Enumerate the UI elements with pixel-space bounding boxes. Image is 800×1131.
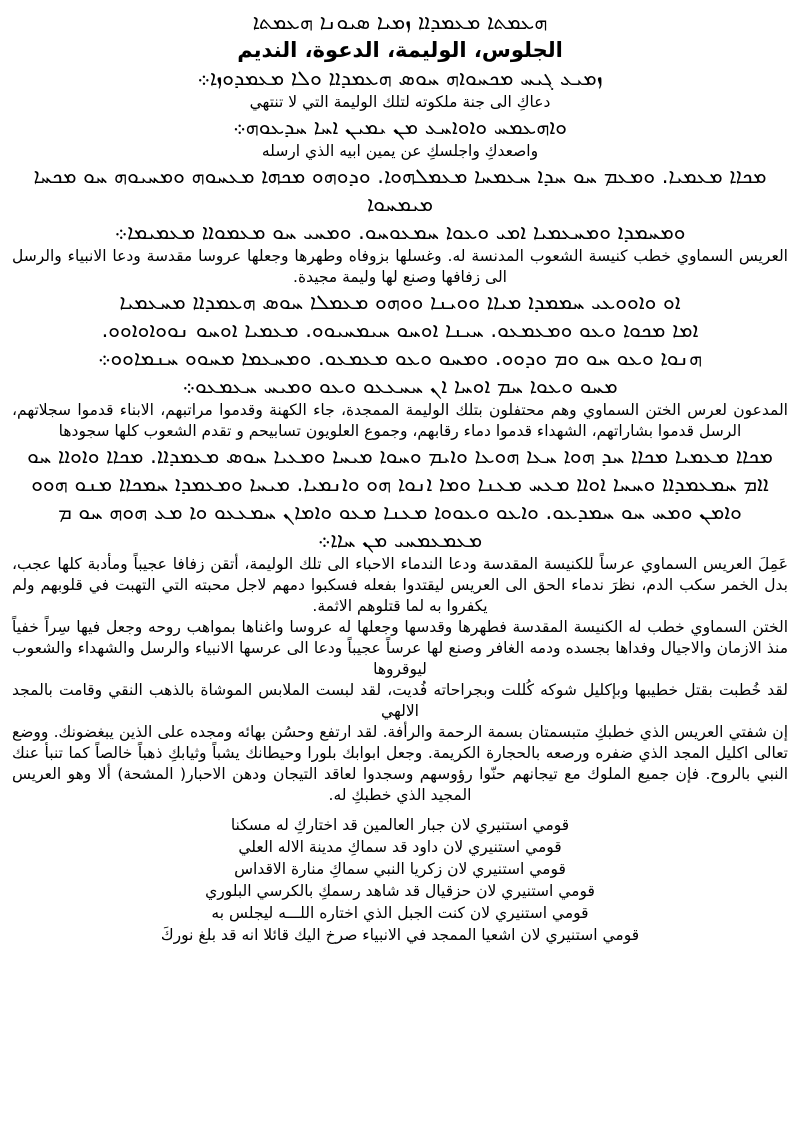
block3-syriac-line: ܘܐܡܢ ܘܡܚ ܚܘ ܚܡܕܥܘ. ܘܐܥܘ ܘܥܘܘܐ ܡܥܢܐ ܡܥܘ ܘܐܡܐܢ ܚܡܥܥܘ ܘܐ ܡܥ ܗܘܗ ܚܘ ܡ xyxy=(58,500,742,524)
block2-syriac-line: ܐܡܐ ܡܟܘܐ ܘܥܘ ܘܡܥܡܥܘ. ܚܝܢܐ ܐܘܚܘ ܚܝܡܚܝܘܘ. ܡܥܡܝܐ ܐܘܚܘ ܢܘܘܐܘܐܘܘ. xyxy=(101,318,699,342)
block3-syriac-line: ܡܥܡܥܡܚܝ ܡܢ ܚܐܐ܀ xyxy=(317,528,483,552)
intro-arabic-line: دعاكِ الى جنة ملكوته لتلك الوليمة التي لا تنتهي xyxy=(249,93,551,111)
block2-syriac-line: ܡܚܘ ܘܥܘܐ ܚܡ ܐܘܚܐ ܐܢ ܚܚܥܥܘ ܘܥܘ ܘܡܝܚ ܚܥܡܥܘ܀ xyxy=(182,374,618,398)
block3-arabic-paragraph: إن شفتي العريس الذي خطبكِ متبسمتان بسمة الرحمة والرأفة. لقد ارتفع وحسُن بهائه ومجده على الذين يبغضونك. ووضع تعالى اكليل المجد الذي ضفره ورصعه بالحجارة الكريمة. وجعل ابوابك بلورا وحيطانك يشباً وثيابكِ ذهباً خالصاً كما تنبأ عنك النبي بالروح. فإن جميع الملوك مع تيجانهم حنّوا رؤوسهم وسجدوا لعاقد التيجان ودهن الاحبار( المشحة) ألا وهو العريس المجيد الذي خطبكِ له. xyxy=(12,723,788,804)
block3-arabic-paragraph: الختن السماوي خطب له الكنيسة المقدسة فطهرها وقدسها وجعلها له عروسا واغناها بمواهب روحه وجعل فيها سِراً خفياً منذ الازمان والاجيال وفداها بجسده ودمه الغافر وصنع لها عرساً عجيباً ودعا الى عرسها الانبياء والرسل والشهداء والشعوب ليوقروها xyxy=(12,618,788,678)
poem-line: قومي استنيري لان جبار العالمين قد اختاركِ له مسكنا xyxy=(230,816,570,834)
intro-syriac-line: ܘܐܗܥܡܚ ܘܐܘܐܚܥ ܡܢ ܝܡܝܢ ܐܚܐ ܚܕܥܘܗ܀ xyxy=(233,115,567,139)
block3-syriac-line: ܡܟܐܐ ܡܥܡܝܐ ܡܟܐܐ ܚܕ ܗܘܐ ܚܥܐ ܗܘܥܐ ܘܐܝܡ ܘܚܘܐ ܡܝܚܐ ܘܡܥܝܐ ܚܘܣ ܡܥܡܕܐܐ. ܡܟܐܐ ܘܐܘܐܐ ܚܘ xyxy=(27,444,773,468)
block3-syriac-line: ܐܐܡ ܚܡܥܡܕܐܐ ܘܚܚܐ ܐܘܐܐ ܡܥܚ ܡܥܢܐ ܘܡܐ ܐܢܘܐ ܗܘ ܘܐܢܡܝܐ. ܡܝܚܐ ܘܡܥܡܕܐ ܚܡܟܐܐ ܡܢܘ ܗܘܘ xyxy=(31,472,769,496)
poem-line: قومي استنيري لان زكريا النبي سماكِ منارة الاقداس xyxy=(234,860,566,878)
block2-syriac-line: ܗܢܘܐ ܘܥܘ ܚܘ ܘܡ ܘܕܘܘ. ܘܡܚܘ ܘܥܘ ܡܥܡܥܘ. ܘܡܚܥܡܐ ܡܚܘܘ ܚܢܡܐܘܘ܀ xyxy=(97,346,703,370)
intro-arabic-line: واصعدكِ واجلسكِ عن يمين ابيه الذي ارسله xyxy=(261,142,539,160)
poem-line: قومي استنيري لان كنت الجبل الذي اختاره اللـــه ليجلس به xyxy=(211,904,589,922)
poem xyxy=(12,814,788,946)
page-title: الجلوس، الوليمة، الدعوة، النديم xyxy=(237,38,563,62)
header-syriac: ܗܥܡܬܐ ܡܥܡܕܐܐ ܙܡܝܐ ܣܝܘܢܐ ܗܥܡܬܐ xyxy=(252,10,548,34)
block1-arabic-paragraph: العريس السماوي خطب كنيسة الشعوب المدنسة له. وغسلها بزوفاه وطهرها وجعلها عروسا مقدسة ودعا الانبياء والرسل الى زفافها وصنع لها وليمة مجيدة. xyxy=(12,247,788,286)
poem-line: قومي استنيري لان داود قد سماكِ مدينة الاله العلي xyxy=(238,838,562,856)
block2-syriac-line: ܐܘ ܘܐܘܘܥܝ ܚܡܡܕܐ ܡܝܐܐ ܘܘܝܢܐ ܘܘܗܘ ܡܥܡܠܐ ܚܘܣ ܗܥܡܕܐܐ ܡܚܥܡܝܐ xyxy=(119,290,681,314)
block2-arabic-paragraph: المدعون لعرس الختن السماوي وهم محتفلون بتلك الوليمة الممجدة، جاء الكهنة وقدموا مراتبهم، الابناء قدموا سجلاتهم، الرسل قدموا بشاراتهم، الشهداء قدموا دماء رقابهم، وجموع العلويون تسابيحم و تقدم الشعوب كلها سجودها xyxy=(12,401,788,440)
poem-line: قومي استنيري لان اشعيا الممجد في الانبياء صرخ اليك قائلا انه قد بلغ نوركَ xyxy=(160,926,640,944)
poem-line: قومي استنيري لان حزقيال قد شاهد رسمكِ بالكرسي البلوري xyxy=(205,882,595,900)
block1-syriac-line: ܡܟܐܐ ܡܥܡܝܐ. ܘܡܥܡ ܚܘ ܚܕܐ ܚܥܡܚܐ ܡܥܡܠܗܘܐ. ܘܕܘܗܘ ܡܟܗܐ ܡܥܚܘܗ ܘܡܚܝܘܗ ܚܘ ܡܟܚܐ ܡܝܡܚܘܐ xyxy=(33,164,767,216)
block1-syriac-line: ܘܡܚܡܕܐ ܘܡܚܥܡܝܐ ܐܡܝ ܘܥܘܐ ܚܡܥܘܚܘ. ܘܡܚܝ ܚܘ ܡܥܡܘܐܐ ܡܥܡܝܡܐ܀ xyxy=(114,220,686,244)
block3-arabic-paragraph: عَمِلَ العريس السماوي عرساً للكنيسة المقدسة ودعا الندماء الاحباء الى تلك الوليمة، أتقن زفافا عجيباً ومأدبة كلها عجب، بدل الخمر سكب الدم، نظرَ ندماء الحق الى العريس ليقتدوا بفعله فسكبوا دمهم لاجل محبته التي التهبت في قلوبهم ولم يكفروا به لما قتلوهم الاثمة. xyxy=(12,555,788,615)
block3-arabic-paragraph: لقد خُطبت بقتل خطيبها وبإكليل شوكه كُللت وبجراحاته فُديت، لقد لبست الملابس الموشاة بالذهب النقي وقامت بالمجد الالهي xyxy=(12,681,788,720)
intro-syriac-line: ܙܡܝܥ ܓܝܚ ܡܟܚܘܐܗ ܚܘܣ ܗܥܡܕܐܐ ܘܠܐ ܡܥܡܕܘܙܐ܀ xyxy=(197,66,603,90)
